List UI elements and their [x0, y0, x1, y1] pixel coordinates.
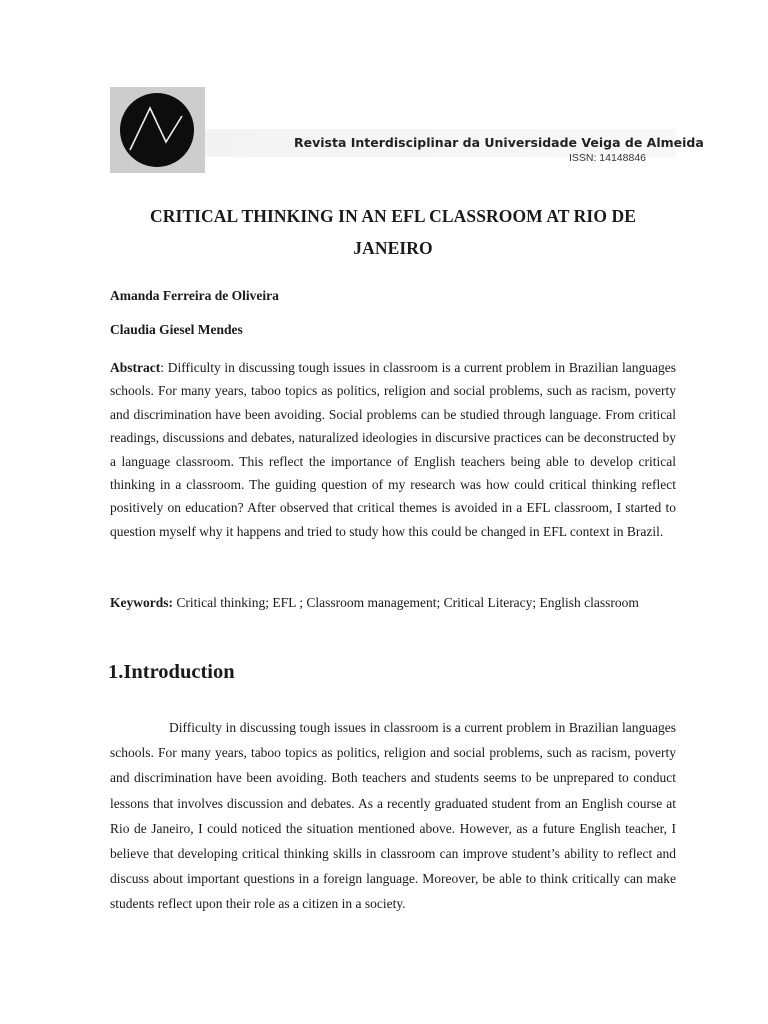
- aquila-logo-icon: [110, 87, 205, 173]
- journal-logo: [110, 87, 205, 173]
- author-name: Claudia Giesel Mendes: [110, 322, 243, 337]
- author-name: Amanda Ferreira de Oliveira: [110, 288, 279, 303]
- abstract-label: Abstract: [110, 360, 161, 375]
- abstract-paragraph: [110, 356, 676, 543]
- keywords-label: Keywords:: [110, 595, 173, 610]
- keywords-text: Critical thinking; EFL ; Classroom management; Critical Literacy; English classroom: [173, 595, 639, 610]
- journal-name: Revista Interdisciplinar da Universidade Veiga de Almeida: [294, 135, 704, 150]
- article-title: CRITICAL THINKING IN AN EFL CLASSROOM AT RIO DE JANEIRO: [149, 206, 637, 258]
- introduction-paragraph: Difficulty in discussing tough issues in classroom is a current problem in Brazilian languages schools. For many years, taboo topics as politics, religion and social problems, such as racism, poverty and discrimination have been avoiding. Both teachers and students seems to be unprepared to conduct lessons that involves discussion and debates. As a recently graduated student from an English course at Rio de Janeiro, I could noticed the situation mentioned above. However, as a future English teacher, I believe that developing critical thinking skills in classroom can improve student’s ability to reflect and discuss about important questions in a foreign language. Moreover, be able to think critically can make students reflect upon their role as a citizen in a society.: [110, 720, 676, 912]
- journal-header: [110, 87, 704, 173]
- abstract-text: : Difficulty in discussing tough issues in classroom is a current problem in Brazilian languages schools. For many years, taboo topics as politics, religion and social problems, such as racism, poverty and discrimination have been avoiding. Social problems can be studied through language. From critical readings, discussions and debates, naturalized ideologies in discursive practices can be deconstructed by a language classroom. This reflect the importance of English teachers being able to develop critical thinking in a classroom. The guiding question of my research was how could critical thinking reflect positively on education? After observed that critical themes is avoided in a EFL classroom, I started to question myself why it happens and tried to study how this could be changed in EFL context in Brazil.: [110, 360, 676, 539]
- section-heading: 1.Introduction: [108, 661, 235, 683]
- journal-issn: ISSN: 14148846: [568, 152, 646, 164]
- keywords-paragraph: [110, 591, 676, 615]
